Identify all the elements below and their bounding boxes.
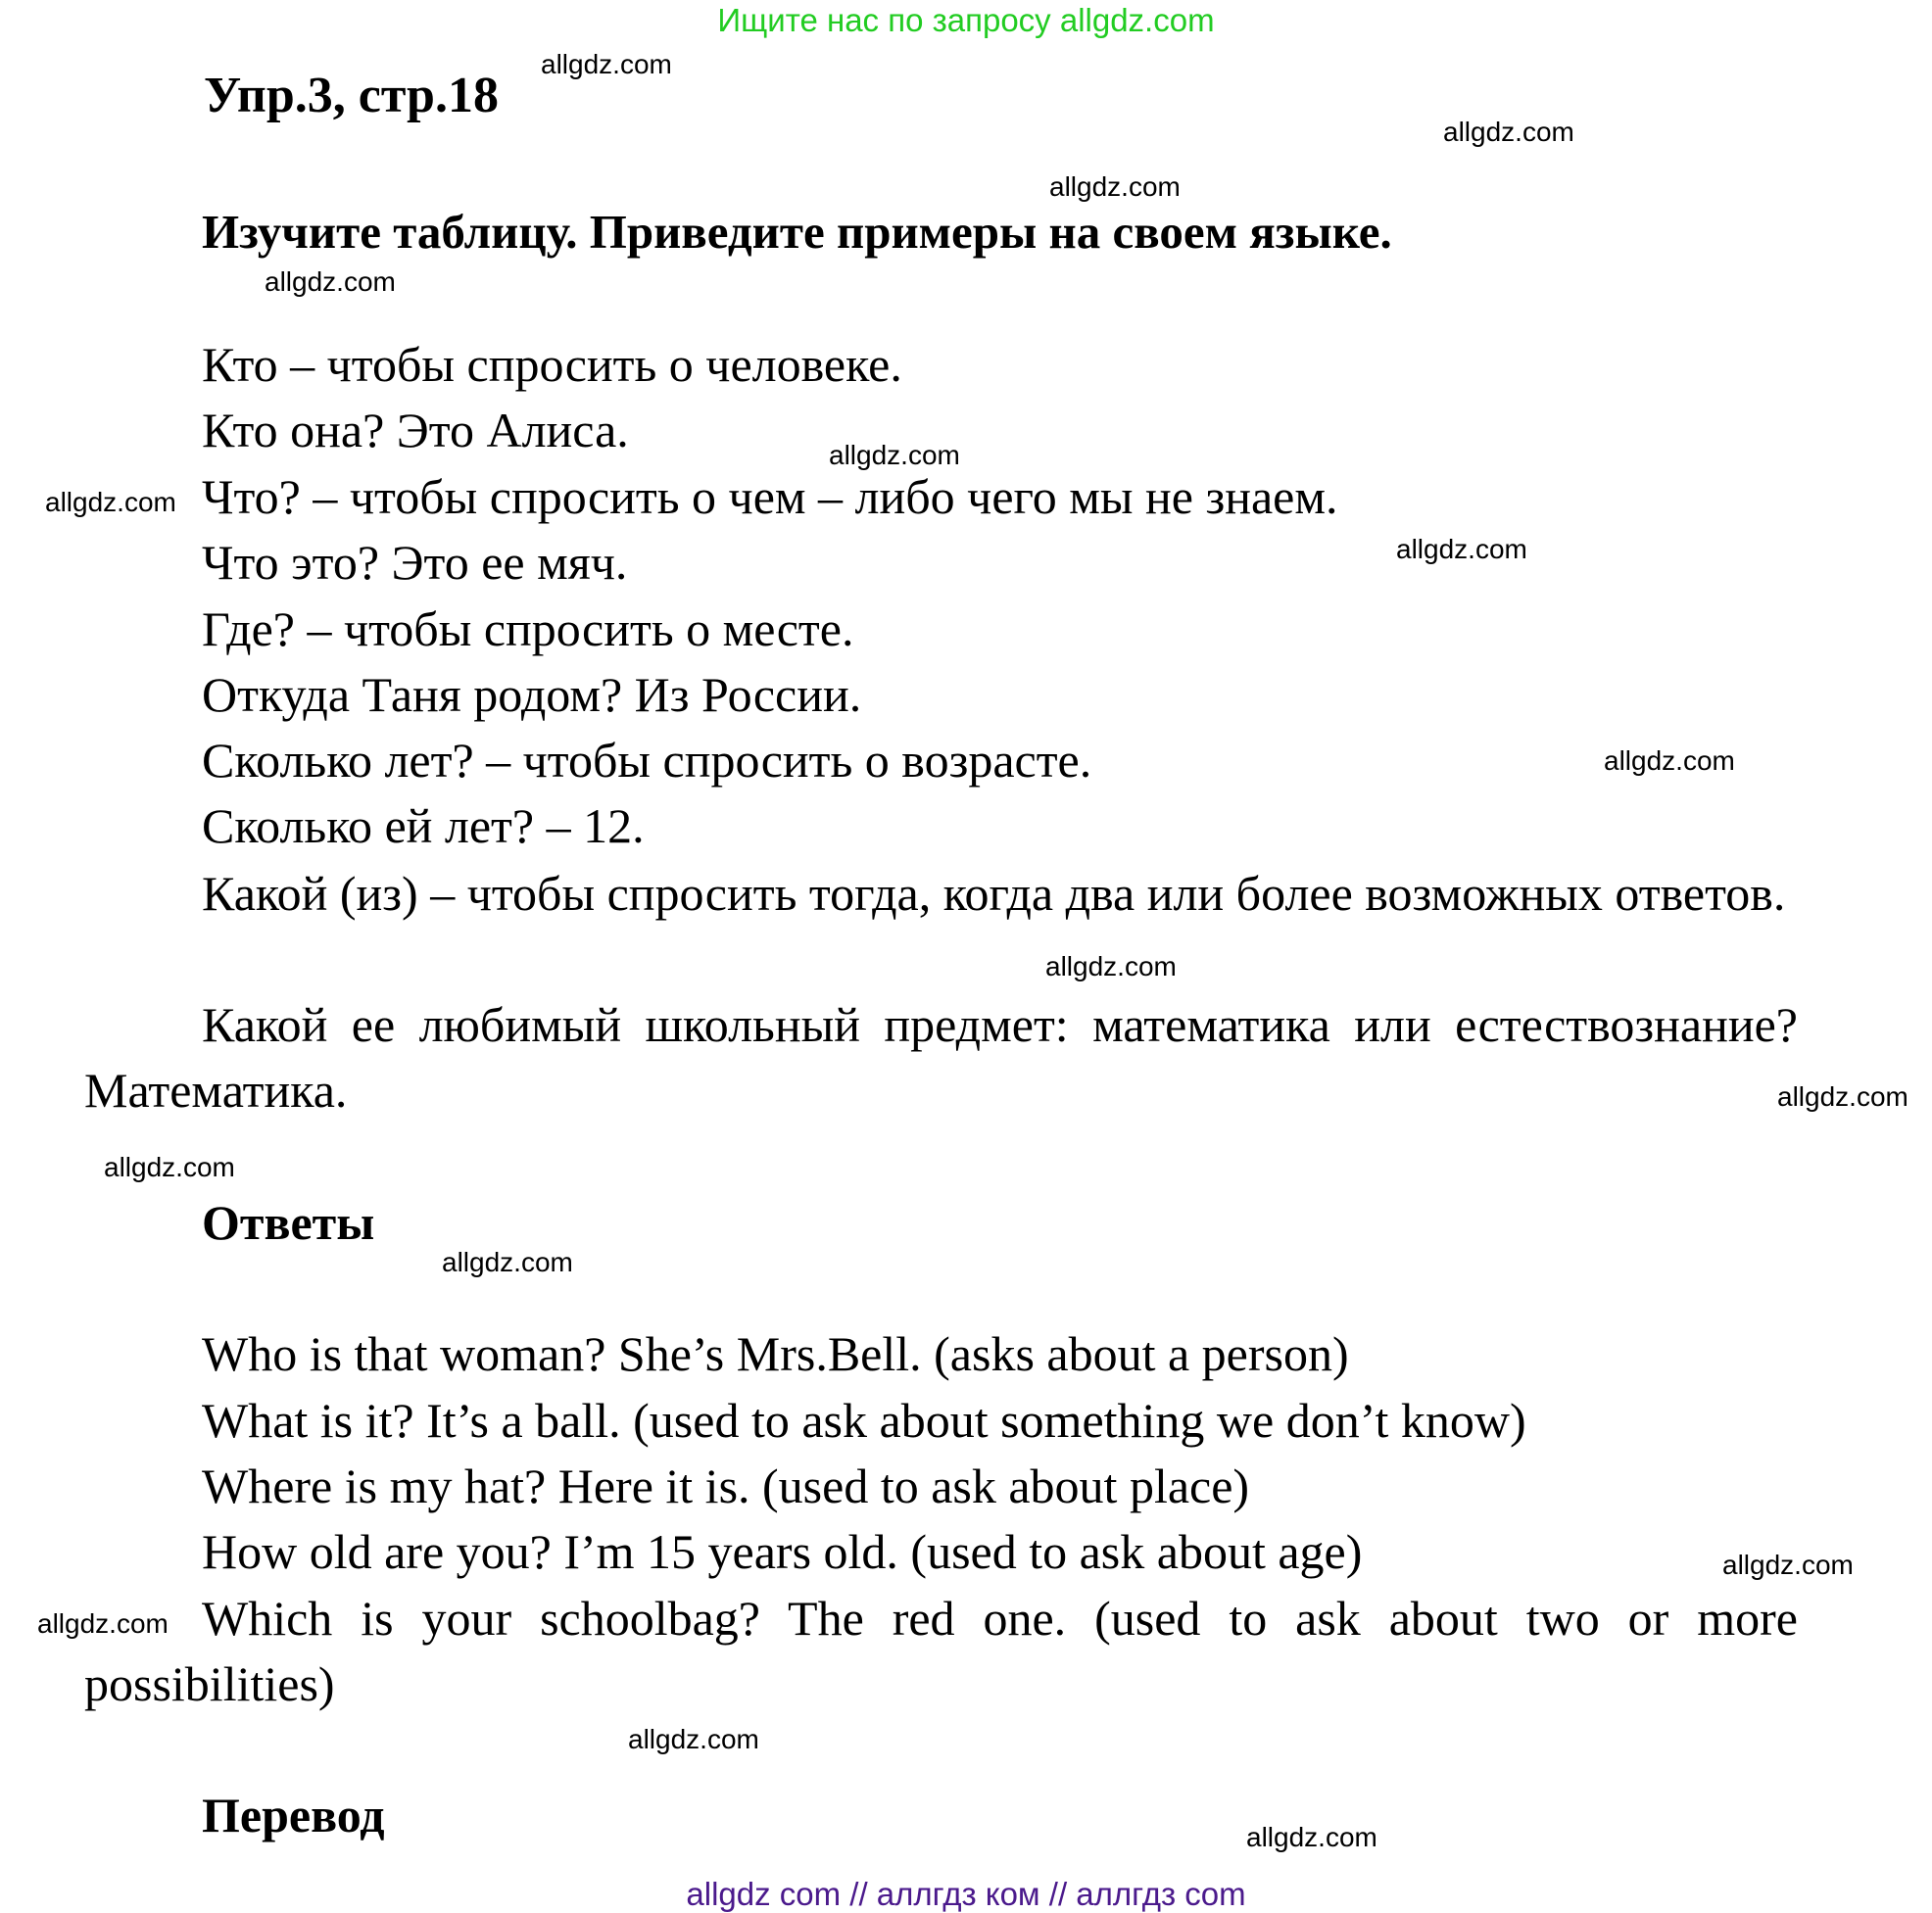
watermark: allgdz.com xyxy=(1396,534,1527,564)
watermark: allgdz.com xyxy=(829,440,960,470)
watermark: allgdz.com xyxy=(1777,1081,1908,1112)
watermark: allgdz.com xyxy=(442,1247,573,1277)
watermark: allgdz.com xyxy=(1443,117,1574,147)
task-paragraph: Какой ее любимый школьный предмет: математика или естествознание? Математика. xyxy=(84,997,1798,1118)
watermark: allgdz.com xyxy=(1045,951,1177,981)
watermark: allgdz.com xyxy=(265,266,396,297)
watermark: allgdz.com xyxy=(37,1608,169,1639)
task-line: Кто она? Это Алиса. xyxy=(202,403,629,457)
watermark: allgdz.com xyxy=(628,1724,759,1754)
watermark: allgdz.com xyxy=(541,49,672,79)
exercise-title: Упр.3, стр.18 xyxy=(204,68,499,123)
translation-heading: Перевод xyxy=(202,1788,385,1842)
task-line: Что это? Это ее мяч. xyxy=(202,535,628,590)
watermark: allgdz.com xyxy=(1049,171,1181,202)
task-line: Откуда Таня родом? Из России. xyxy=(202,667,862,722)
search-banner: Ищите нас по запросу allgdz.com xyxy=(717,2,1215,38)
watermark: allgdz.com xyxy=(45,487,176,517)
task-line: Сколько лет? – чтобы спросить о возрасте. xyxy=(202,733,1092,788)
watermark: allgdz.com xyxy=(104,1152,235,1182)
task-heading: Изучите таблицу. Приведите примеры на своем языке. xyxy=(202,205,1392,259)
answer-line: Where is my hat? Here it is. (used to ask about place) xyxy=(202,1459,1250,1513)
watermark: allgdz.com xyxy=(1604,745,1735,776)
watermark: allgdz.com xyxy=(1722,1550,1854,1580)
answer-line: How old are you? I’m 15 years old. (used to ask about age) xyxy=(202,1524,1363,1579)
task-line: Где? – чтобы спросить о месте. xyxy=(202,601,854,656)
answers-heading: Ответы xyxy=(202,1195,375,1250)
task-paragraph: Какой (из) – чтобы спросить тогда, когда два или более возможных ответов. xyxy=(202,866,1786,921)
footer-links: allgdz com // аллгдз ком // аллгдз com xyxy=(686,1876,1246,1912)
task-line: Кто – чтобы спросить о человеке. xyxy=(202,337,902,392)
answer-paragraph: Which is your schoolbag? The red one. (used to ask about two or more possibilities) xyxy=(84,1591,1798,1711)
answer-line: What is it? It’s a ball. (used to ask about something we don’t know) xyxy=(202,1393,1526,1448)
task-line: Что? – чтобы спросить о чем – либо чего мы не знаем. xyxy=(202,469,1338,524)
watermark: allgdz.com xyxy=(1246,1822,1377,1852)
task-line: Сколько ей лет? – 12. xyxy=(202,798,645,853)
answer-line: Who is that woman? She’s Mrs.Bell. (asks about a person) xyxy=(202,1326,1349,1381)
